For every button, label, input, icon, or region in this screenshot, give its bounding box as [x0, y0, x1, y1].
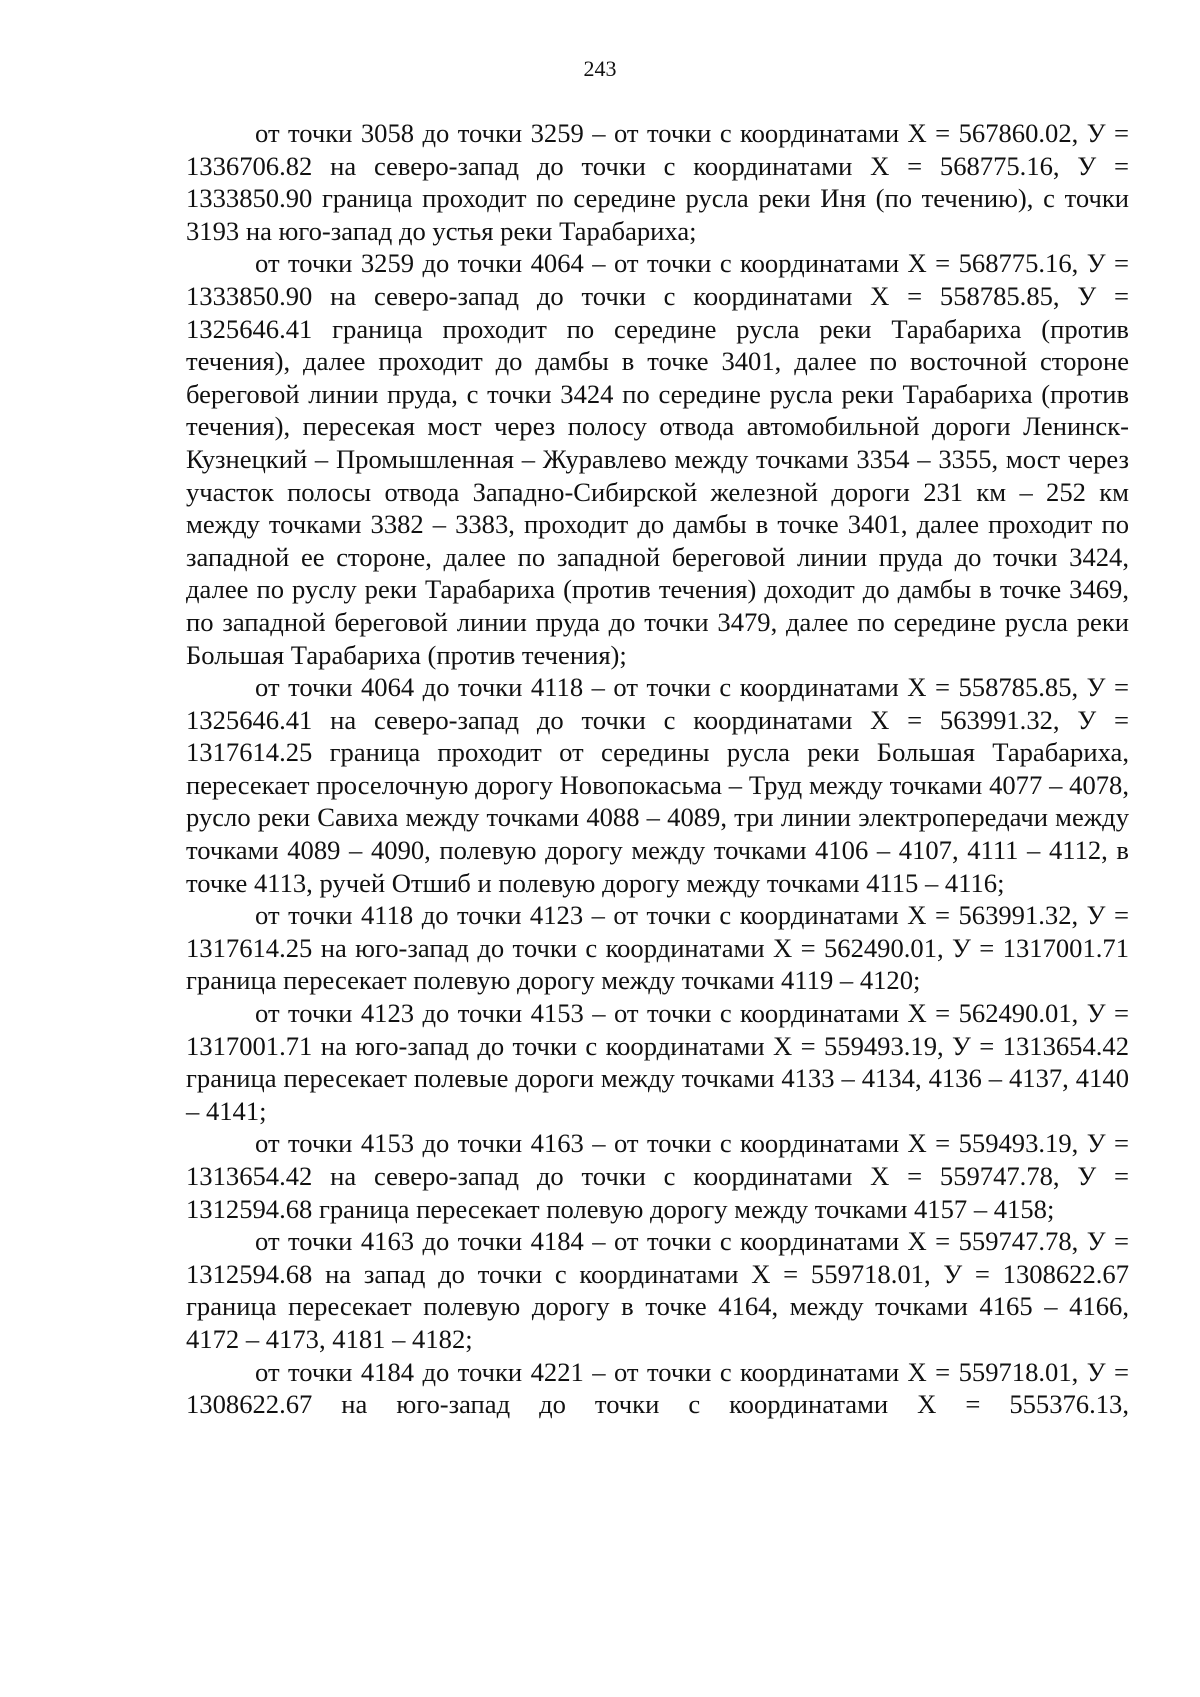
- paragraph: от точки 4064 до точки 4118 – от точки с координатами Х = 558785.85, У = 1325646.41 на северо-запад до точки с координатами Х = 563991.32, У = 1317614.25 граница проходит от середины русла реки Большая Тарабариха, пересекает проселочную дорогу Новопокасьма – Труд между точками 4077 – 4078, русло реки Савиха между точками 4088 – 4089, три линии электропередачи между точками 4089 – 4090, полевую дорогу между точками 4106 – 4107, 4111 – 4112, в точке 4113, ручей Отшиб и полевую дорогу между точками 4115 – 4116;: [186, 672, 1129, 898]
- paragraph: от точки 4163 до точки 4184 – от точки с координатами Х = 559747.78, У = 1312594.68 на запад до точки с координатами Х = 559718.01, У = 1308622.67 граница пересекает полевую дорогу в точке 4164, между точками 4165 – 4166, 4172 – 4173, 4181 – 4182;: [186, 1226, 1129, 1354]
- paragraph: от точки 4118 до точки 4123 – от точки с координатами Х = 563991.32, У = 1317614.25 на юго-запад до точки с координатами Х = 562490.01, У = 1317001.71 граница пересекает полевую дорогу между точками 4119 – 4120;: [186, 900, 1129, 996]
- paragraph-continued: от точки 4184 до точки 4221 – от точки с координатами Х = 559718.01, У = 1308622.67 на юго-запад до точки с координатами Х = 555376.13,: [186, 1356, 1129, 1420]
- page-number: 243: [583, 56, 617, 81]
- paragraph: от точки 4153 до точки 4163 – от точки с координатами Х = 559493.19, У = 1313654.42 на северо-запад до точки с координатами Х = 559747.78, У = 1312594.68 граница пересекает полевую дорогу между точками 4157 – 4158;: [186, 1128, 1129, 1224]
- document-body: [186, 117, 1129, 1421]
- paragraph: от точки 3058 до точки 3259 – от точки с координатами Х = 567860.02, У = 1336706.82 на северо-запад до точки с координатами Х = 568775.16, У = 1333850.90 граница проходит по середине русла реки Иня (по течению), с точки 3193 на юго-запад до устья реки Тарабариха;: [186, 118, 1129, 246]
- paragraph: от точки 4123 до точки 4153 – от точки с координатами Х = 562490.01, У = 1317001.71 на юго-запад до точки с координатами Х = 559493.19, У = 1313654.42 граница пересекает полевые дороги между точками 4133 – 4134, 4136 – 4137, 4140 – 4141;: [186, 998, 1129, 1126]
- paragraph: от точки 3259 до точки 4064 – от точки с координатами Х = 568775.16, У = 1333850.90 на северо-запад до точки с координатами Х = 558785.85, У = 1325646.41 граница проходит по середине русла реки Тарабариха (против течения), далее проходит до дамбы в точке 3401, далее по восточной стороне береговой линии пруда, с точки 3424 по середине русла реки Тарабариха (против течения), пересекая мост через полосу отвода автомобильной дороги Ленинск-Кузнецкий – Промышленная – Журавлево между точками 3354 – 3355, мост через участок полосы отвода Западно-Сибирской железной дороги 231 км – 252 км между точками 3382 – 3383, проходит до дамбы в точке 3401, далее проходит по западной ее стороне, далее по западной береговой линии пруда до точки 3424, далее по руслу реки Тарабариха (против течения) доходит до дамбы в точке 3469, по западной береговой линии пруда до точки 3479, далее по середине русла реки Большая Тарабариха (против течения);: [186, 248, 1129, 670]
